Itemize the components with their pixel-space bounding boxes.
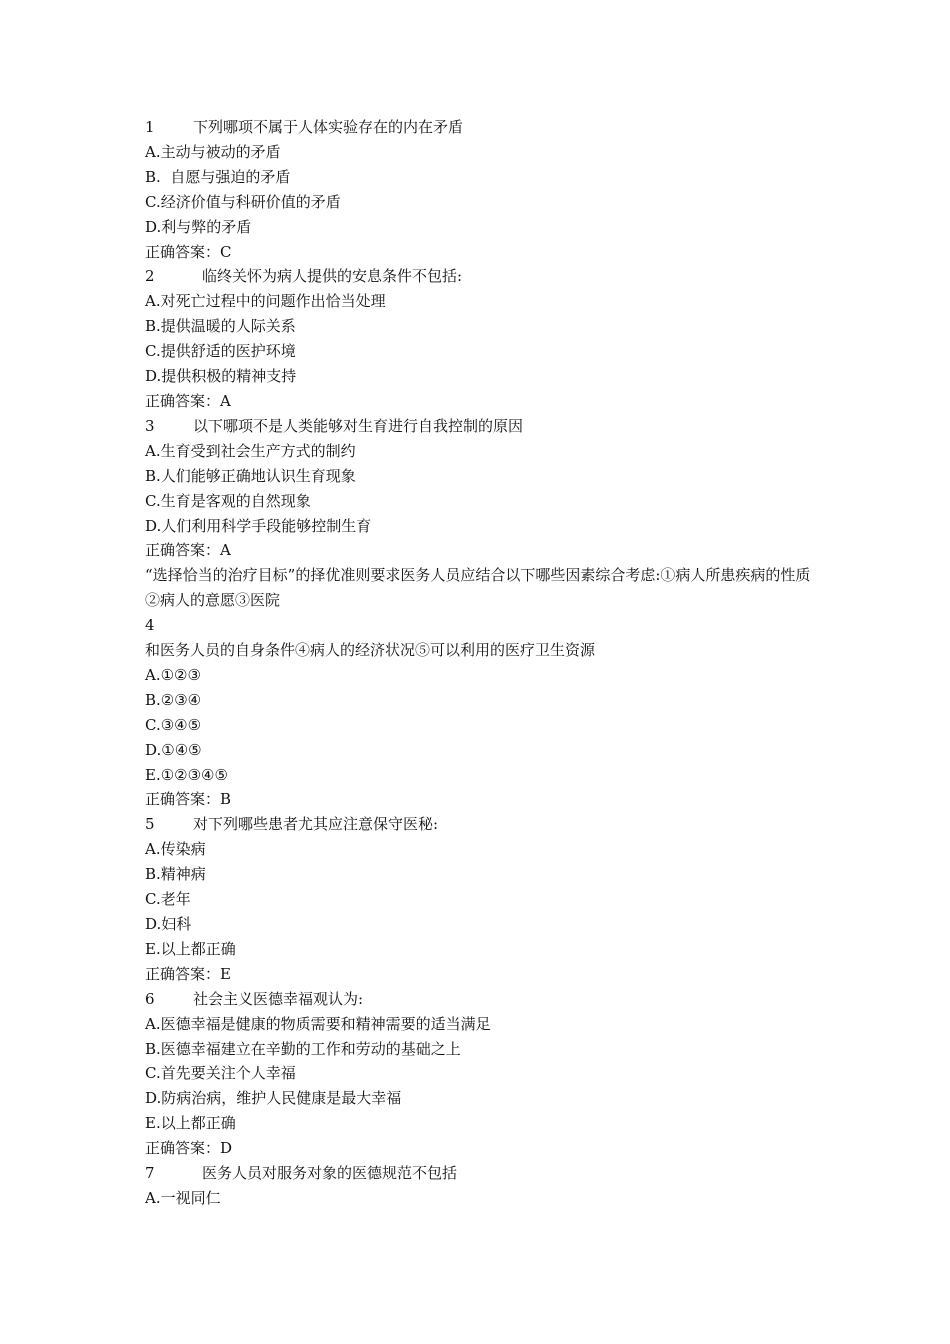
question-4-stem-part2: 和医务人员的自身条件④病人的经济状况⑤可以利用的医疗卫生资源 <box>145 641 596 660</box>
option: D.妇科 <box>145 915 192 933</box>
question-number: 5 <box>145 815 155 834</box>
question-6-stem <box>145 987 825 1012</box>
option: C.生育是客观的自然现象 <box>145 491 311 510</box>
option: C.提供舒适的医护环境 <box>145 342 296 361</box>
option: D.提供积极的精神支持 <box>145 367 297 386</box>
option: A.①②③ <box>145 665 201 684</box>
question-text: 社会主义医德幸福观认为: <box>193 989 364 1008</box>
option: D.利与弊的矛盾 <box>145 217 252 236</box>
option: A.生育受到社会生产方式的制约 <box>145 441 356 460</box>
question-number: 3 <box>145 416 155 435</box>
option: A.一视同仁 <box>145 1188 221 1207</box>
question-5-stem <box>145 812 825 837</box>
option: E.以上都正确 <box>145 1114 236 1133</box>
question-text: 临终关怀为病人提供的安息条件不包括: <box>202 267 463 286</box>
option: C.经济价值与科研价值的矛盾 <box>145 192 341 211</box>
question-text: 对下列哪些患者尤其应注意保守医秘: <box>193 815 439 834</box>
option: B.②③④ <box>145 690 202 709</box>
correct-answer: 正确答案：A <box>145 541 231 560</box>
question-number: 6 <box>145 989 155 1008</box>
question-3-stem <box>145 414 825 439</box>
question-text: 以下哪项不是人类能够对生育进行自我控制的原因 <box>193 416 524 435</box>
correct-answer: 正确答案：E <box>145 964 231 983</box>
option: A.医德幸福是健康的物质需要和精神需要的适当满足 <box>145 1014 491 1033</box>
option: D.防病治病，维护人民健康是最大幸福 <box>145 1089 402 1108</box>
option: C.③④⑤ <box>145 715 202 734</box>
option: B.人们能够正确地认识生育现象 <box>145 466 356 485</box>
correct-answer: 正确答案：A <box>145 391 231 410</box>
correct-answer: 正确答案：B <box>145 790 232 809</box>
option: D.人们利用科学手段能够控制生育 <box>145 516 372 535</box>
question-text: 下列哪项不属于人体实验存在的内在矛盾 <box>193 118 464 136</box>
question-number: 1 <box>145 118 155 136</box>
option: C.老年 <box>145 890 191 909</box>
correct-answer: 正确答案：D <box>145 1139 233 1158</box>
question-2-stem <box>145 264 825 289</box>
question-text: 医务人员对服务对象的医德规范不包括 <box>202 1164 458 1183</box>
question-number: 2 <box>145 267 155 286</box>
question-7-stem <box>145 1161 825 1186</box>
correct-answer: 正确答案：C <box>145 242 232 261</box>
option: D.①④⑤ <box>145 740 202 759</box>
option: B.医德幸福建立在辛勤的工作和劳动的基础之上 <box>145 1039 461 1058</box>
option: E.①②③④⑤ <box>145 765 228 784</box>
option: A.传染病 <box>145 840 206 859</box>
option: B. 自愿与强迫的矛盾 <box>145 167 291 186</box>
question-1-stem <box>145 115 825 140</box>
option: E.以上都正确 <box>145 939 236 958</box>
option: C.首先要关注个人幸福 <box>145 1064 296 1083</box>
option: A.对死亡过程中的问题作出恰当处理 <box>145 292 386 311</box>
option: B.精神病 <box>145 865 206 884</box>
option: B.提供温暖的人际关系 <box>145 317 296 336</box>
option: A.主动与被动的矛盾 <box>145 142 281 161</box>
question-number: 4 <box>145 616 155 635</box>
question-list <box>145 115 825 1211</box>
question-number: 7 <box>145 1164 155 1183</box>
question-4-stem-part1: “选择恰当的治疗目标”的择优准则要求医务人员应结合以下哪些因素综合考虑:①病人所患疾病的性质②病人的意愿③医院 <box>145 566 811 610</box>
